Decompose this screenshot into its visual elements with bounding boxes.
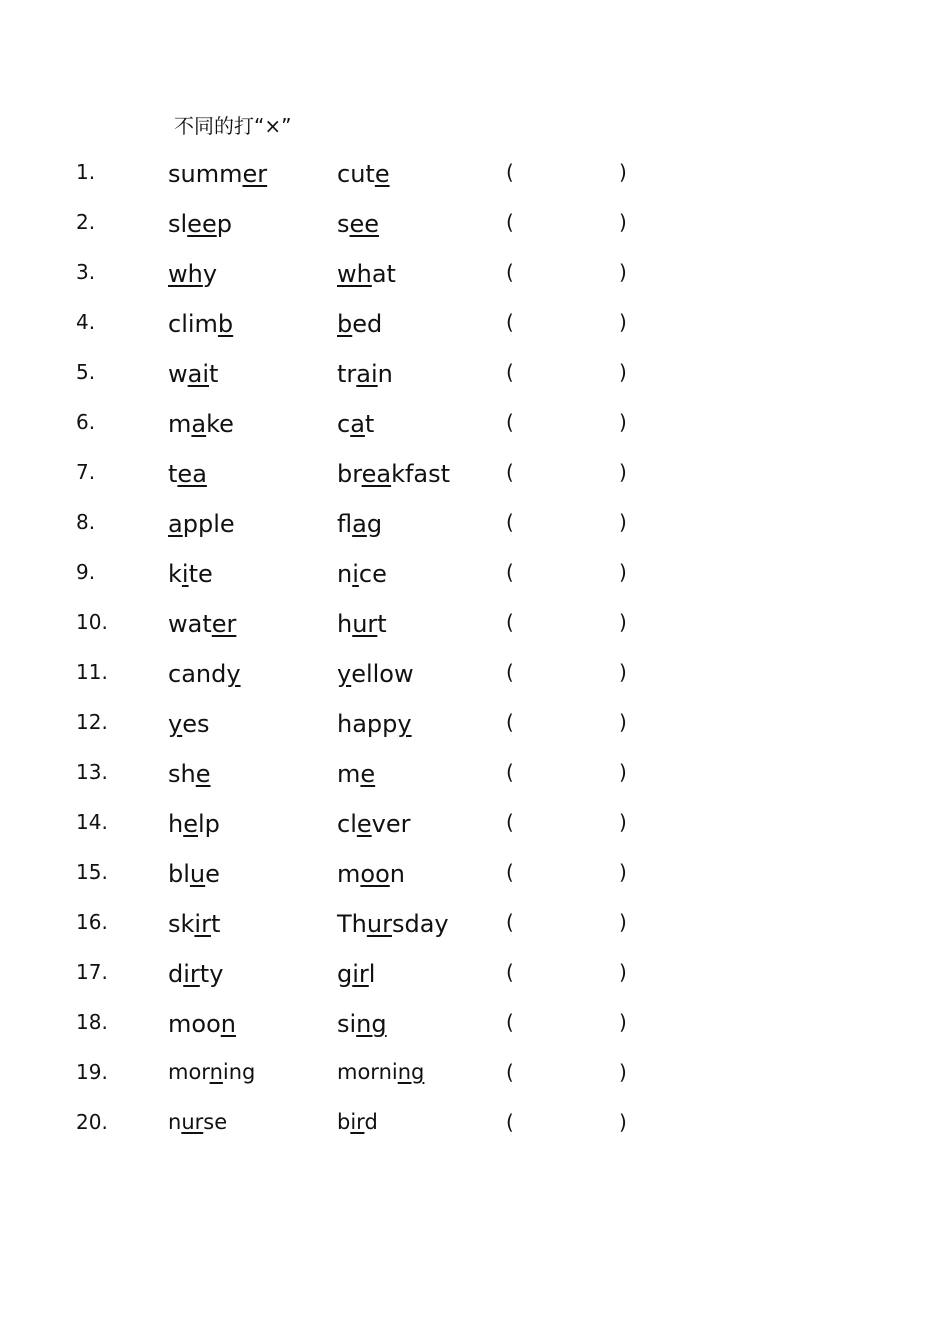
underlined-letters: a <box>168 510 183 538</box>
item-number: 15. <box>76 860 108 884</box>
word-left: moon <box>168 1010 236 1038</box>
word-left: summer <box>168 160 268 188</box>
answer-paren-open: ( <box>506 810 514 834</box>
word-right: bird <box>337 1110 378 1134</box>
underlined-letters: y <box>337 660 352 688</box>
underlined-letters: ur <box>352 610 378 638</box>
word-right: morning <box>337 1060 425 1084</box>
answer-paren-open: ( <box>506 910 514 934</box>
underlined-letters: ir <box>352 960 369 988</box>
word-right: happy <box>337 710 412 738</box>
underlined-letters: ng <box>356 1010 387 1038</box>
answer-paren-open: ( <box>506 610 514 634</box>
word-right: moon <box>337 860 405 888</box>
item-number: 16. <box>76 910 108 934</box>
word-right: sing <box>337 1010 387 1038</box>
answer-paren-open: ( <box>506 960 514 984</box>
word-right: cute <box>337 160 390 188</box>
answer-paren-close: ) <box>619 710 627 734</box>
underlined-letters: ai <box>356 360 378 388</box>
answer-paren-open: ( <box>506 310 514 334</box>
answer-paren-close: ) <box>619 210 627 234</box>
underlined-letters: wh <box>168 260 203 288</box>
word-right: me <box>337 760 376 788</box>
word-right: cat <box>337 410 375 438</box>
word-left: blue <box>168 860 220 888</box>
item-number: 18. <box>76 1010 108 1034</box>
list-item <box>0 410 950 450</box>
underlined-letters: b <box>217 310 234 338</box>
list-item <box>0 610 950 650</box>
underlined-letters: n <box>220 1010 236 1038</box>
word-right: nice <box>337 560 387 588</box>
answer-paren-open: ( <box>506 160 514 184</box>
list-item <box>0 1060 950 1100</box>
word-right: what <box>337 260 396 288</box>
underlined-letters: i <box>181 560 189 588</box>
answer-paren-open: ( <box>506 1110 514 1134</box>
underlined-letters: i <box>352 560 359 588</box>
answer-paren-close: ) <box>619 410 627 434</box>
underlined-letters: wh <box>337 260 372 288</box>
answer-paren-close: ) <box>619 310 627 334</box>
underlined-letters: ur <box>181 1110 204 1134</box>
word-left: climb <box>168 310 234 338</box>
underlined-letters: y <box>397 710 412 738</box>
answer-paren-open: ( <box>506 360 514 384</box>
word-left: yes <box>168 710 210 738</box>
underlined-letters: n <box>209 1060 223 1084</box>
word-left: sleep <box>168 210 232 238</box>
answer-paren-close: ) <box>619 960 627 984</box>
underlined-letters: ir <box>183 960 200 988</box>
underlined-letters: oo <box>360 860 390 888</box>
word-right: hurt <box>337 610 387 638</box>
underlined-letters: ee <box>349 210 380 238</box>
word-left: kite <box>168 560 213 588</box>
answer-paren-close: ) <box>619 160 627 184</box>
list-item <box>0 1010 950 1050</box>
underlined-letters: ir <box>194 910 211 938</box>
list-item <box>0 660 950 700</box>
word-left: she <box>168 760 211 788</box>
answer-paren-close: ) <box>619 860 627 884</box>
item-number: 8. <box>76 510 96 534</box>
underlined-letters: ng <box>397 1060 425 1084</box>
answer-paren-close: ) <box>619 360 627 384</box>
item-number: 7. <box>76 460 96 484</box>
answer-paren-open: ( <box>506 210 514 234</box>
item-number: 12. <box>76 710 108 734</box>
underlined-letters: e <box>195 760 211 788</box>
answer-paren-open: ( <box>506 860 514 884</box>
word-left: skirt <box>168 910 221 938</box>
item-number: 19. <box>76 1060 108 1084</box>
answer-paren-close: ) <box>619 510 627 534</box>
underlined-letters: e <box>356 810 372 838</box>
answer-paren-open: ( <box>506 460 514 484</box>
answer-paren-open: ( <box>506 660 514 684</box>
word-left: tea <box>168 460 207 488</box>
list-item <box>0 360 950 400</box>
word-right: yellow <box>337 660 414 688</box>
list-item <box>0 1110 950 1150</box>
word-right: see <box>337 210 380 238</box>
list-item <box>0 310 950 350</box>
underlined-letters: ur <box>366 910 392 938</box>
answer-paren-open: ( <box>506 710 514 734</box>
answer-paren-close: ) <box>619 560 627 584</box>
underlined-letters: a <box>352 510 367 538</box>
underlined-letters: a <box>191 410 207 438</box>
underlined-letters: e <box>374 160 390 188</box>
item-number: 10. <box>76 610 108 634</box>
list-item <box>0 960 950 1000</box>
item-number: 14. <box>76 810 108 834</box>
answer-paren-open: ( <box>506 560 514 584</box>
answer-paren-open: ( <box>506 760 514 784</box>
item-number: 9. <box>76 560 96 584</box>
list-item <box>0 160 950 200</box>
answer-paren-close: ) <box>619 610 627 634</box>
word-right: clever <box>337 810 411 838</box>
answer-paren-close: ) <box>619 760 627 784</box>
word-right: breakfast <box>337 460 451 488</box>
word-left: morning <box>168 1060 256 1084</box>
word-left: water <box>168 610 237 638</box>
answer-paren-open: ( <box>506 260 514 284</box>
answer-paren-close: ) <box>619 1060 627 1084</box>
item-number: 20. <box>76 1110 108 1134</box>
list-item <box>0 910 950 950</box>
word-left: wait <box>168 360 219 388</box>
answer-paren-close: ) <box>619 810 627 834</box>
word-right: Thursday <box>337 910 449 938</box>
word-right: train <box>337 360 393 388</box>
list-item <box>0 860 950 900</box>
list-item <box>0 760 950 800</box>
list-item <box>0 260 950 300</box>
answer-paren-close: ) <box>619 660 627 684</box>
item-number: 5. <box>76 360 96 384</box>
word-left: dirty <box>168 960 224 988</box>
word-right: flag <box>337 510 383 538</box>
list-item <box>0 560 950 600</box>
item-number: 1. <box>76 160 96 184</box>
answer-paren-close: ) <box>619 460 627 484</box>
item-number: 2. <box>76 210 96 234</box>
underlined-letters: er <box>242 160 268 188</box>
underlined-letters: er <box>211 610 237 638</box>
word-right: girl <box>337 960 376 988</box>
answer-paren-open: ( <box>506 1010 514 1034</box>
underlined-letters: y <box>226 660 241 688</box>
word-left: help <box>168 810 220 838</box>
item-number: 6. <box>76 410 96 434</box>
underlined-letters: ea <box>361 460 392 488</box>
item-number: 17. <box>76 960 108 984</box>
answer-paren-open: ( <box>506 410 514 434</box>
answer-paren-open: ( <box>506 1060 514 1084</box>
underlined-letters: ea <box>177 460 207 488</box>
word-left: candy <box>168 660 241 688</box>
list-item <box>0 210 950 250</box>
item-number: 13. <box>76 760 108 784</box>
answer-paren-close: ) <box>619 1110 627 1134</box>
underlined-letters: ee <box>187 210 217 238</box>
word-left: apple <box>168 510 235 538</box>
underlined-letters: u <box>189 860 206 888</box>
word-left: why <box>168 260 218 288</box>
underlined-letters: ir <box>350 1110 365 1134</box>
list-item <box>0 510 950 550</box>
list-item <box>0 460 950 500</box>
list-item <box>0 810 950 850</box>
word-left: nurse <box>168 1110 228 1134</box>
underlined-letters: a <box>350 410 365 438</box>
item-number: 11. <box>76 660 108 684</box>
item-number: 3. <box>76 260 96 284</box>
item-number: 4. <box>76 310 96 334</box>
word-left: make <box>168 410 234 438</box>
underlined-letters: e <box>183 810 198 838</box>
list-item <box>0 710 950 750</box>
answer-paren-open: ( <box>506 510 514 534</box>
underlined-letters: ai <box>187 360 210 388</box>
underlined-letters: e <box>360 760 376 788</box>
underlined-letters: b <box>337 310 353 338</box>
word-right: bed <box>337 310 383 338</box>
instruction-heading: 不同的打“×” <box>174 114 292 138</box>
answer-paren-close: ) <box>619 910 627 934</box>
underlined-letters: y <box>168 710 183 738</box>
answer-paren-close: ) <box>619 260 627 284</box>
answer-paren-close: ) <box>619 1010 627 1034</box>
